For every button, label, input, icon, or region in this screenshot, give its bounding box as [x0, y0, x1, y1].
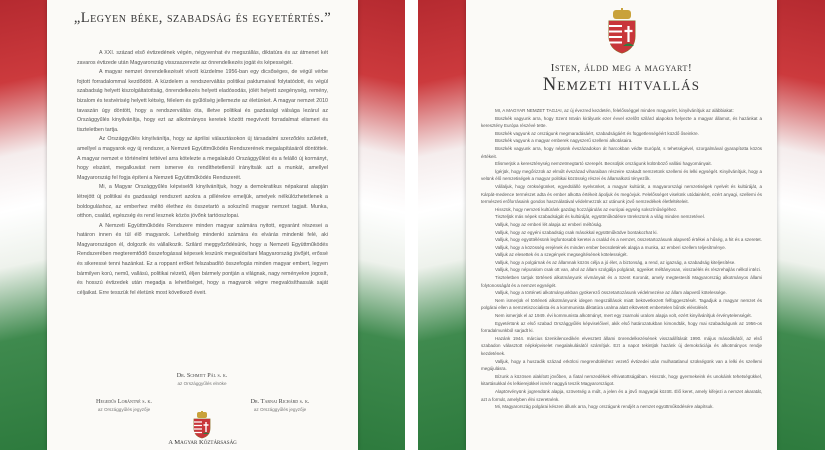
paragraph: A XXI. század első évtizedének végén, négyvenhat év megszállás, diktatúra és az átmenet két zavaros évtizede után Magyarország visszaszerezte az önrendelkezés jogát és képességét.: [77, 50, 328, 66]
poster-left: [0, 0, 405, 450]
signature-name: Hegedűs Lorántné s. k.: [96, 398, 152, 405]
paragraph: Mi, Magyarország polgárai készen állunk arra, hogy országunk rendjét a nemzet együttműködésére alapítsuk.: [495, 404, 714, 410]
paragraph: Valljuk, hogy az emberi lét alapja az emberi méltóság.: [495, 221, 603, 227]
paragraph: Hazánk 1944. március tizenkilencedikén elvesztett állami önrendelkezésének visszaállítását 1990. május másodikától, az első szabadon választott népképviselet megalakulásától számítjuk. Ezt a napot tekintjük hazánk új demokráciája és alkotmányos rendje kezdetének.: [481, 335, 762, 356]
crest-icon: [606, 8, 638, 59]
paragraph: Tiszteljük más népek szabadságát és kultúráját, együttműködésre törekszünk a világ minden nemzetével.: [495, 214, 705, 220]
paragraph: Valljuk, hogy a közösség erejének és minden ember becsületének alapja a munka, az emberi szellem teljesítménye.: [495, 244, 727, 250]
paragraph: Valljuk, hogy népuralom csak ott van, ahol az állam szolgálja polgárait, ügyeiket méltányosan, visszaélés és részrehajlás nélkül intézi.: [495, 267, 762, 273]
signature-role: az Országgyűlés jegyzője: [253, 407, 307, 412]
paragraph: Az Országgyűlés kinyilvánítja, hogy az áprilisi választásokon új társadalmi szerződés született, amellyel a magyarok egy új rendszer, a Nemzeti Együttműködés Rendszerének megalapításáról döntöttek. A magyar nemzet e történelmi tettével arra kötelezte a megalakuló Országgyűlést és a felálló új kormányt, hogy elszánt, megalkuvást nem ismerve és rendíthetetlenül irányítsák azt a munkát, amellyel Magyarország fel fogja építeni a Nemzeti Együttműködés Rendszerét.: [77, 136, 328, 181]
paragraph: Valljuk, hogy a történeti alkotmányunkban gyökerező összetartozásunk védelmezése az állam alapvető kötelessége.: [495, 290, 727, 296]
signature-main: [142, 372, 262, 386]
signature-left: [69, 398, 179, 412]
poster-sheet: [466, 0, 777, 450]
paragraph: Nem ismerjük el az 1949. évi kommunista alkotmányt, mert egy zsarnoki uralom alapja volt, ezért kinyilvánítjuk érvénytelenségét.: [495, 313, 752, 319]
paragraph: Tiszteletben tartjuk történeti alkotmányunk vívmányait és a Szent Koronát, amely megtestesíti Magyarország alkotmányos állami folytonosságát és a nemzet egységét.: [481, 275, 762, 288]
creed-text: [481, 107, 762, 411]
paragraph: Elismerjük a kereszténység nemzetmegtartó szerepét. Becsüljük országunk különböző vallási hagyományait.: [495, 161, 712, 167]
paragraph: Egyetértünk az első szabad Országgyűlés képviselőivel, akik első határozatukban kimondták, hogy mai szabadságunk az 1956-os forradalmunkból sarjadt ki.: [481, 320, 762, 334]
paragraph: Valljuk, hogy az egyéni szabadság csak másokkal együttműködve bontakozhat ki.: [495, 229, 658, 235]
signature-name: Dr. Schmitt Pál s. k.: [176, 372, 228, 379]
paragraph: Bízunk a közösen alakított jövőben, a fiatal nemzedékek elhivatottságában. Hisszük, hogy gyermekeink és unokáink tehetségükkel, kitartásukkal és lelkierejükkel ismét naggyá teszik Magyarországot.: [481, 373, 762, 387]
paragraph: A Nemzeti Együttműködés Rendszere minden magyar számára nyitott, egyaránt részesei a határon innen és túl élő magyarok. Lehetőség mindenki számára és elvárás mindenki felé, aki Magyarországon él, dolgozik és vállalkozik. Szilárd meggyőződésünk, hogy a Nemzeti Együttműködés Rendszerében megteremtődő összefogással képesek leszünk megvalósítani Magyarország jövőjét, erőssé és sikeressé tenni hazánkat. Ez a roppant erőket felszabadító összefogás minden magyar embert, legyen bármilyen korú, nemű, vallású, politikai nézetű, éljen bármely pontján a világnak, nagy reményekre jogosít, és hosszú évtizedek után megadja a lehetőséget, hogy a magyarok végre megvalósíthassák saját céljaikat. Erre tesszük fel életünk most következő éveit.: [77, 222, 328, 296]
paragraph: Büszkék vagyunk az országunk megmaradásáért, szabadságáért és függetlenségéért küzdő őseinkre.: [495, 130, 699, 136]
paragraph: Büszkék vagyunk arra, hogy Szent István királyunk ezer évvel ezelőtt szilárd alapokra helyezte a magyar államot, és hazánkat a keresztény Európa részévé tette.: [481, 115, 762, 129]
paragraph: Nem ismerjük el történeti alkotmányunk idegen megszállások miatt bekövetkezett felfüggesztését. Tagadjuk a magyar nemzet és polgárai ellen a nemzetiszocialista és a kommunista diktatúra uralma alatt elkövetett embertelen bűnök elévülését.: [481, 297, 762, 311]
signature-right: [225, 398, 335, 412]
footer-republic: A Magyar Köztársaság: [168, 439, 237, 446]
paragraph: Büszkék vagyunk arra, hogy népünk évszázadokon át harcokban védte Európát, s tehetségével, szorgalmával gyarapította közös értékeit.: [481, 145, 762, 159]
declaration-text: [47, 27, 358, 298]
paragraph: Valljuk, hogy együttélésünk legfontosabb keretei a család és a nemzet, összetartozásunk alapvető értékei a hűség, a hit és a szeretet.: [495, 237, 762, 243]
signature-name: Dr. Tarnai Richárd s. k.: [250, 398, 310, 405]
paragraph: Ígérjük, hogy megőrizzük az elmúlt évszázad viharaiban részeire szakadt nemzetünk szellemi és lelki egységét. Kinyilvánítjuk, hogy a velünk élő nemzetiségek a magyar politikai közösség részei és államalkotó tényezők.: [481, 168, 762, 182]
poster-title: „Legyen béke, szabadság és egyetértés.”: [73, 10, 332, 26]
signature-role: az Országgyűlés elnöke: [177, 381, 227, 386]
paragraph: MI, A MAGYAR NEMZET TAGJAI, az új évezred kezdetén, felelősséggel minden magyarért, kinyilvánítjuk az alábbiakat:: [495, 108, 734, 113]
poster-subtitle: Isten, áldd meg a magyart!: [550, 62, 693, 74]
poster-right: [418, 0, 825, 450]
paragraph: Valljuk, hogy a polgárnak és az államnak közös célja a jó élet, a biztonság, a rend, az igazság, a szabadság kiteljesítése.: [495, 259, 736, 265]
poster-title: Nemzeti hitvallás: [542, 75, 701, 95]
paragraph: Vállaljuk, hogy örökségünket, egyedülálló nyelvünket, a magyar kultúrát, a magyarországi nemzetiségek nyelvét és kultúráját, a Kárpát-medence természet adta és ember alkotta értékeit ápoljuk és megóvjuk. Felelősséget viselünk utódainkért, ezért anyagi, szellemi és természeti erőforrásaink gondos használatával védelmezzük az utánunk jövő nemzedékek életfeltételeit.: [481, 183, 762, 205]
paragraph: Mi, a Magyar Országgyűlés képviselői kinyilvánítjuk, hogy a demokratikus népakarat alapján létrejött új politikai és gazdasági rendszert azokra a pillérekre emeljük, amelyek nélkülözhetetlenek a boldoguláshoz, az emberhez méltó élethez és összetartó a sokszínű magyar nemzet tagjait. Munka, otthon, család, egészség és rend lesznek közös jövőnk tartóoszlopai.: [77, 184, 328, 220]
paragraph: Alaptörvényünk jogrendünk alapja, szövetség a múlt, a jelen és a jövő magyarjai között. Élő keret, amely kifejezi a nemzet akaratát, azt a formát, amelyben élni szeretnénk.: [481, 388, 762, 402]
paragraph: Valljuk, hogy a huszadik század erkölcsi megrendüléshez vezető évtizedei után mulhatatlanul szükségünk van a lelki és szellemi megújulásra.: [481, 358, 762, 372]
paragraph: Valljuk az elesettek és a szegények megsegítésének kötelességét.: [495, 252, 628, 258]
poster-sheet: [47, 0, 358, 450]
paragraph: Hisszük, hogy nemzeti kultúránk gazdag hozzájárulás az európai egység sokszínűségéhez.: [495, 206, 678, 212]
paragraph: A magyar nemzet önrendelkezését vívott küzdelme 1956-ban egy dicsőséges, de végül vérbe fojtott forradalommal kezdődött. A küzdelem a rendszerváltás politikai paktumaival folytatódott, és végül szabadság helyett kiszolgáltatottság, önrendelkezés helyett eladósodás, jólét helyett szegénység, remény, bizalom és testvériség helyett kétség, félelem és gyűlölség jellemezte az életünket. A magyar nemzet 2010 tavaszán úgy döntött, hogy a rendszerváltás óta, illetve politikai és gazdasági válsága lezárul az Országgyűlés kinyilvánítja, hogy ezt az alkotmányos keretek között megvívott forradalmat elismeri és tiszteletben tartja.: [77, 69, 328, 133]
signature-role: az Országgyűlés jegyzője: [97, 407, 151, 412]
paragraph: Büszkék vagyunk a magyar emberek nagyszerű szellemi alkotásaira.: [495, 138, 633, 144]
